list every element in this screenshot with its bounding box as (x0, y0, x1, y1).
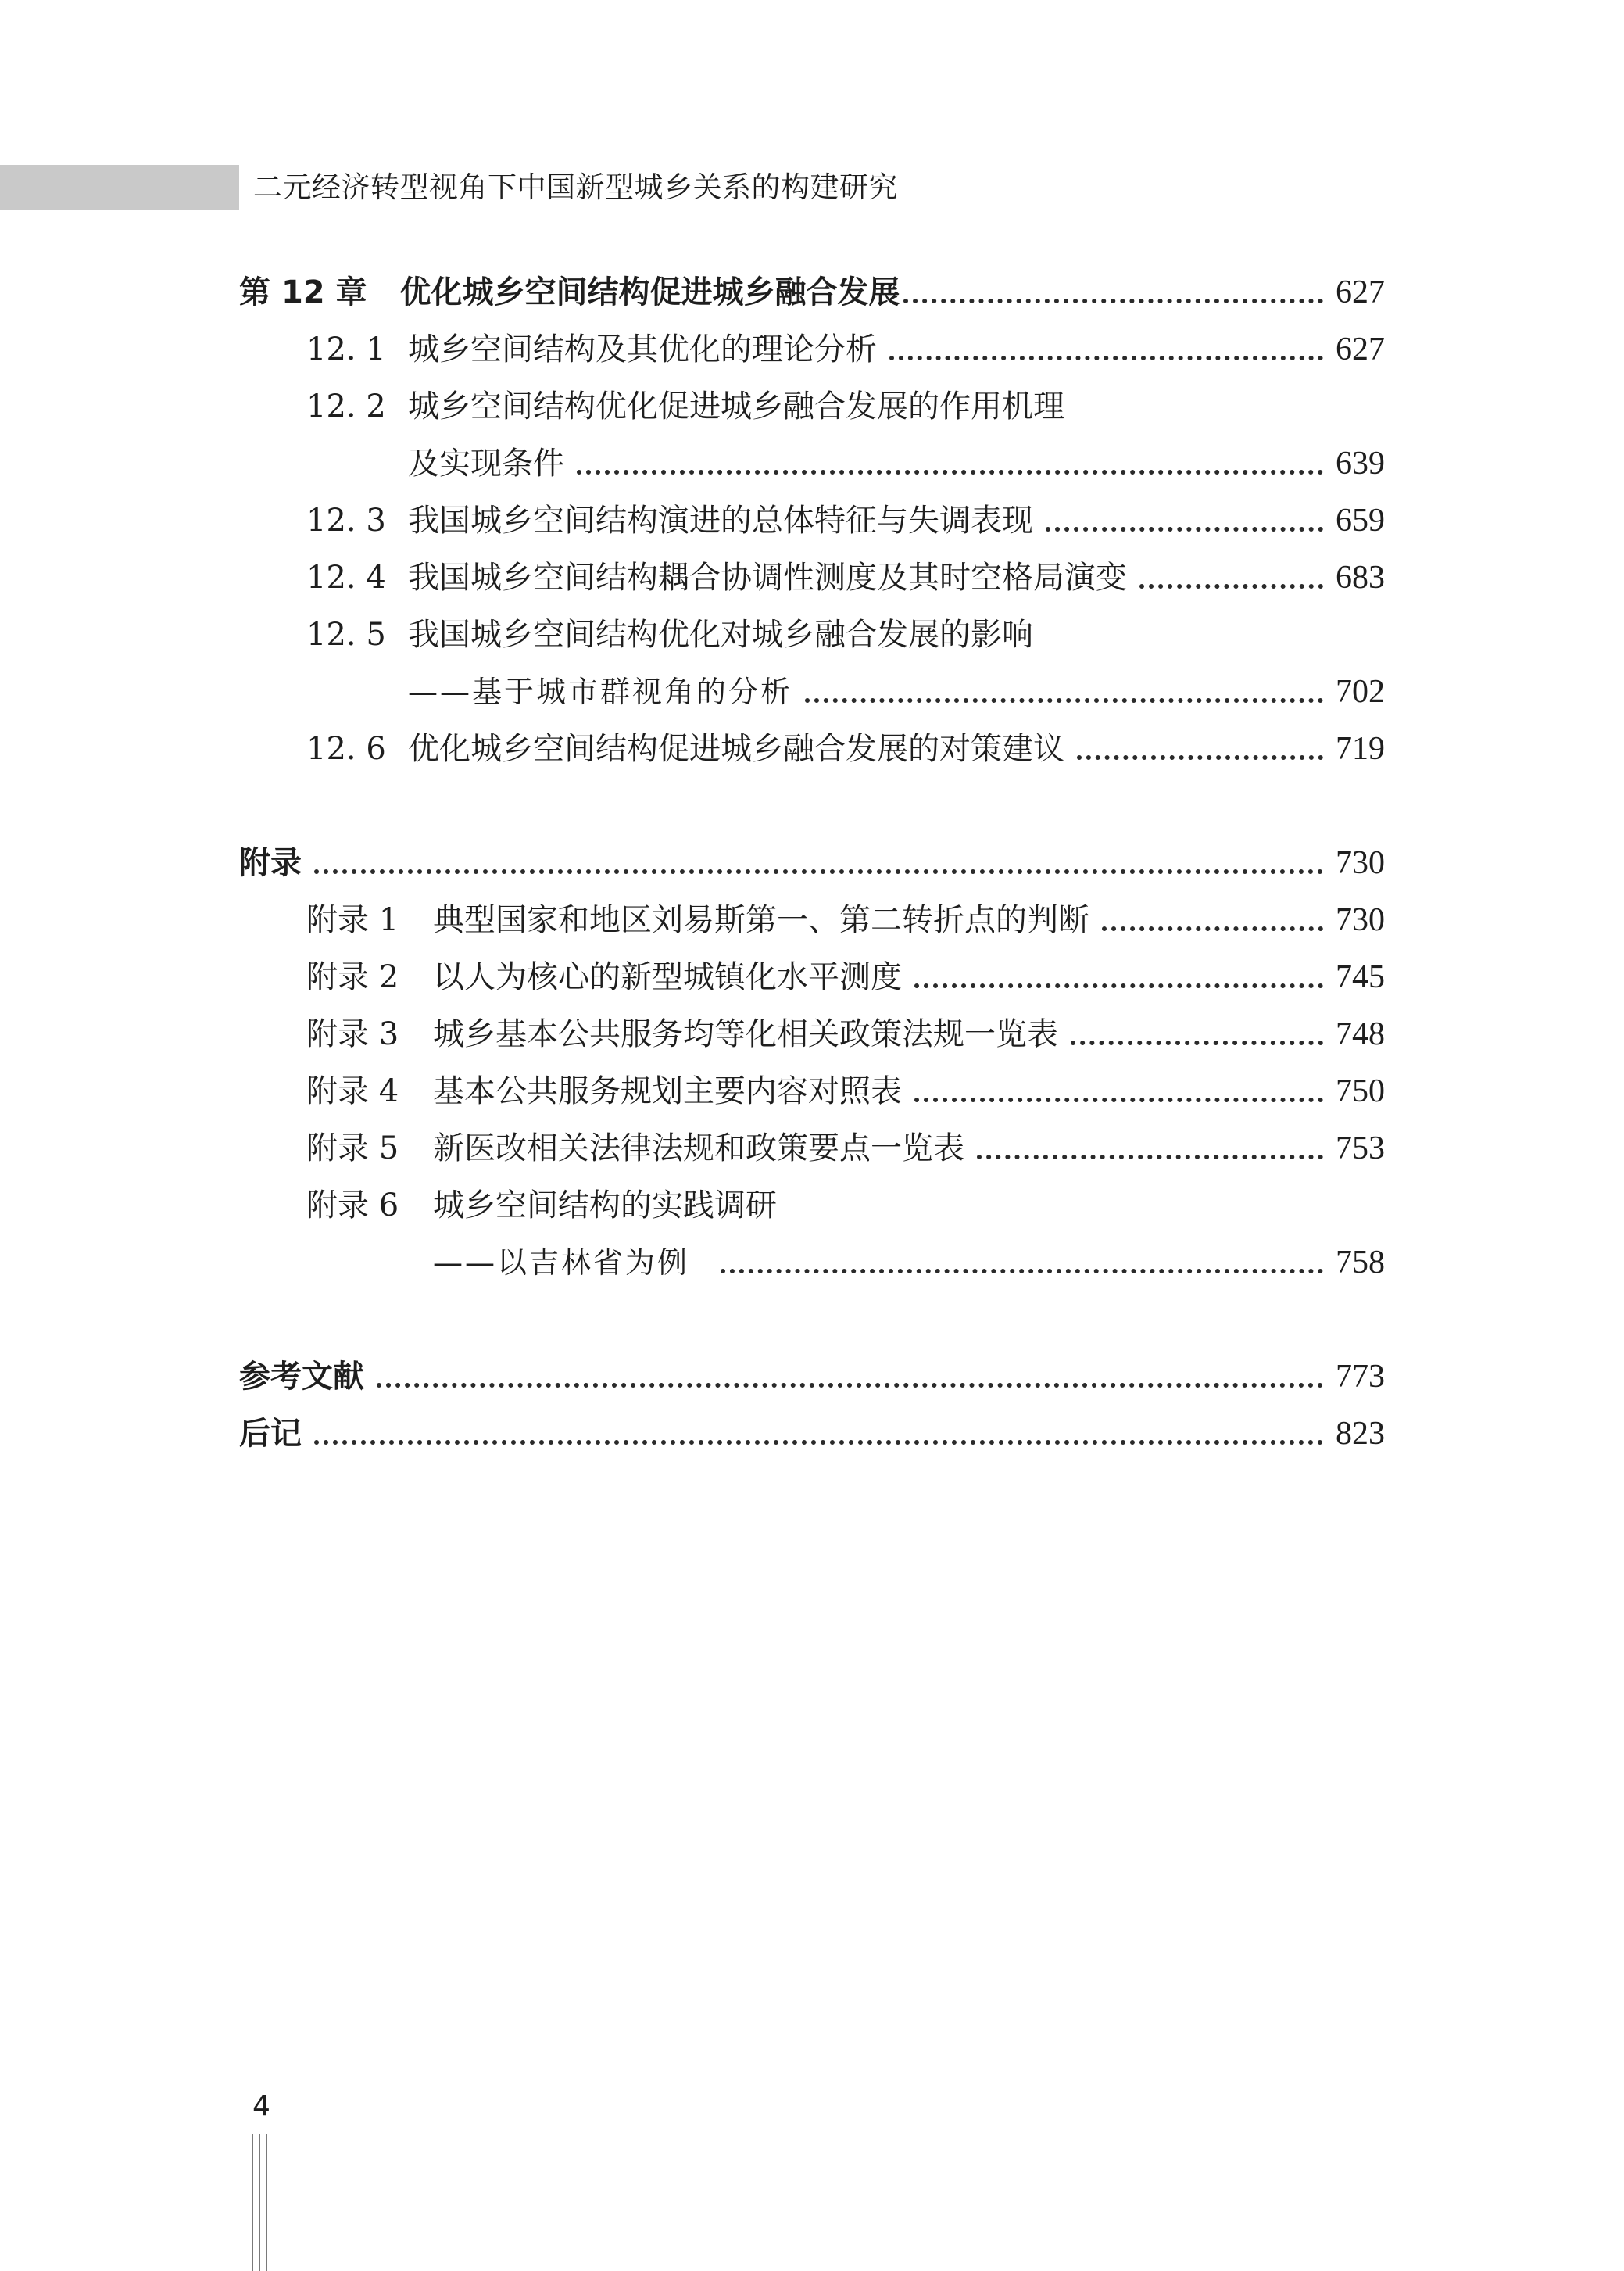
section-title: 城乡空间结构优化促进城乡融合发展的作用机理 (408, 389, 1064, 424)
dot-leader (889, 356, 1323, 360)
footer-page-number: 4 (252, 2090, 270, 2122)
dot-leader (1102, 926, 1323, 931)
section-page: 702 (1336, 674, 1385, 710)
section-title: 城乡空间结构及其优化的理论分析 (408, 331, 877, 367)
section-title-continuation: 及实现条件 (408, 446, 564, 482)
toc-appendix-2[interactable] (306, 955, 1385, 999)
section-number: 12. 2 (306, 389, 386, 424)
appendix-page: 730 (1336, 845, 1385, 881)
appendix-number: 附录 2 (306, 959, 399, 995)
references-title: 参考文献 (239, 1359, 364, 1395)
toc-appendix-3[interactable] (306, 1012, 1385, 1056)
margin-rule-1 (252, 2134, 253, 2271)
appendix-number: 附录 4 (306, 1073, 399, 1109)
toc-section-12-2-cont[interactable] (408, 442, 1385, 485)
section-title: 优化城乡空间结构促进城乡融合发展的对策建议 (408, 731, 1064, 767)
chapter-label (239, 270, 367, 314)
toc-appendix-4[interactable] (306, 1069, 1385, 1113)
dot-leader (977, 1155, 1323, 1159)
section-title: 我国城乡空间结构演进的总体特征与失调表现 (408, 503, 1033, 539)
appendix-number: 附录 3 (306, 1016, 399, 1052)
section-page: 659 (1336, 503, 1385, 539)
running-header-title: 二元经济转型视角下中国新型城乡关系的构建研究 (253, 170, 898, 204)
appendix-number: 附录 6 (306, 1187, 399, 1223)
section-number: 12. 5 (306, 617, 386, 653)
toc-appendix-5[interactable] (306, 1127, 1385, 1170)
toc-chapter-12[interactable] (239, 270, 1385, 314)
toc-section-12-2[interactable] (306, 385, 1385, 428)
toc-appendix[interactable] (239, 841, 1385, 885)
toc-appendix-6[interactable] (306, 1184, 1385, 1227)
section-number: 12. 4 (306, 560, 386, 596)
dot-leader (914, 983, 1323, 988)
section-number: 12. 1 (306, 331, 386, 367)
dot-leader (577, 470, 1323, 475)
references-page: 773 (1336, 1359, 1385, 1395)
dot-leader (914, 1098, 1323, 1102)
appendix-item-page: 753 (1336, 1130, 1385, 1166)
appendix-item-title: 典型国家和地区刘易斯第一、第二转折点的判断 (433, 902, 1089, 938)
dot-leader (1071, 1041, 1323, 1045)
toc-appendix-1[interactable] (306, 898, 1385, 942)
section-title: 我国城乡空间结构优化对城乡融合发展的影响 (408, 617, 1033, 653)
appendix-title: 附录 (239, 845, 302, 881)
dot-leader (314, 1440, 1323, 1445)
dot-leader (1139, 584, 1323, 589)
section-title: 我国城乡空间结构耦合协调性测度及其时空格局演变 (408, 560, 1127, 596)
section-page: 683 (1336, 560, 1385, 596)
dot-leader (1046, 527, 1323, 532)
toc-section-12-3[interactable] (306, 499, 1385, 543)
chapter-title: 优化城乡空间结构促进城乡融合发展 (399, 274, 900, 310)
dot-leader (903, 299, 1323, 303)
section-subtitle: ——基于城市群视角的分析 (408, 675, 793, 709)
appendix-item-title: 城乡基本公共服务均等化相关政策法规一览表 (433, 1016, 1058, 1052)
appendix-item-page: 758 (1336, 1245, 1385, 1281)
toc-section-12-1[interactable] (306, 328, 1385, 371)
toc-afterword[interactable] (239, 1412, 1385, 1456)
dot-leader (314, 869, 1323, 874)
chapter-suffix: 章 (335, 274, 367, 310)
toc-section-12-5-cont[interactable] (408, 670, 1385, 714)
appendix-item-title: 城乡空间结构的实践调研 (433, 1187, 777, 1223)
appendix-item-title: 新医改相关法律法规和政策要点一览表 (433, 1130, 964, 1166)
dot-leader (721, 1269, 1323, 1273)
section-page: 627 (1336, 331, 1385, 367)
section-page: 719 (1336, 731, 1385, 767)
appendix-item-page: 750 (1336, 1073, 1385, 1109)
appendix-item-title: 基本公共服务规划主要内容对照表 (433, 1073, 902, 1109)
dot-leader (1077, 755, 1323, 760)
appendix-item-page: 745 (1336, 959, 1385, 995)
afterword-title: 后记 (239, 1416, 302, 1452)
section-number: 12. 3 (306, 503, 386, 539)
section-number: 12. 6 (306, 731, 386, 767)
dot-leader (805, 698, 1323, 703)
toc-appendix-6-cont[interactable] (433, 1241, 1385, 1284)
margin-rule-2 (259, 2134, 260, 2271)
appendix-number: 附录 5 (306, 1130, 399, 1166)
afterword-page: 823 (1336, 1416, 1385, 1452)
toc-section-12-4[interactable] (306, 556, 1385, 600)
chapter-page: 627 (1336, 274, 1385, 310)
chapter-number: 12 (281, 274, 325, 310)
toc-references[interactable] (239, 1355, 1385, 1399)
dot-leader (377, 1383, 1323, 1388)
appendix-item-page: 748 (1336, 1016, 1385, 1052)
toc-section-12-5[interactable] (306, 613, 1385, 657)
chapter-prefix: 第 (239, 274, 270, 310)
margin-rule-3 (266, 2134, 267, 2271)
appendix-item-title: 以人为核心的新型城镇化水平测度 (433, 959, 902, 995)
toc-section-12-6[interactable] (306, 727, 1385, 771)
appendix-number: 附录 1 (306, 902, 399, 938)
appendix-item-page: 730 (1336, 902, 1385, 938)
section-page: 639 (1336, 446, 1385, 482)
appendix-item-subtitle: ——以吉林省为例 (433, 1245, 690, 1280)
